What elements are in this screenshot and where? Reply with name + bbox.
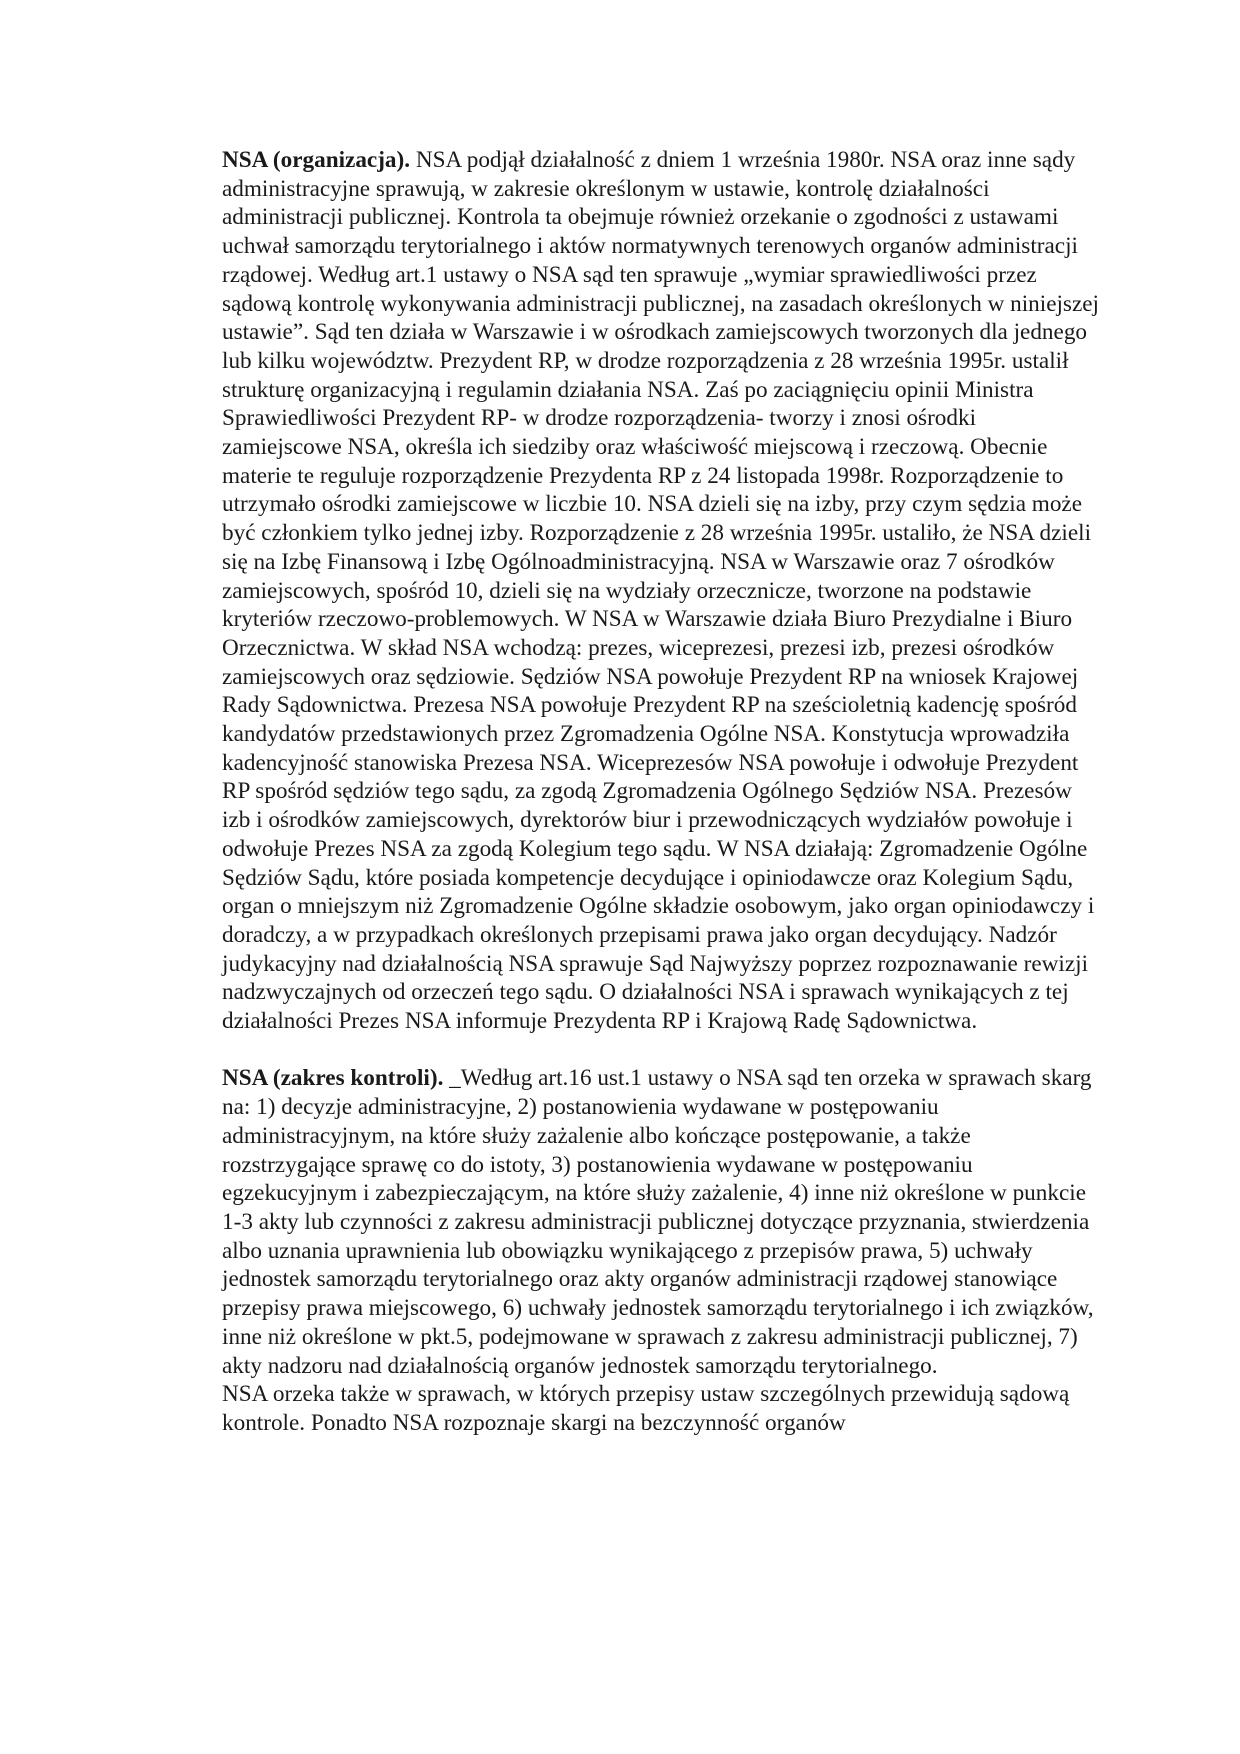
section-zakres-kontroli: [222, 1064, 1100, 1380]
paragraph-gap: [222, 1036, 1100, 1065]
section-continuation: NSA orzeka także w sprawach, w których przepisy ustaw szczególnych przewidują sądową kontrole. Ponadto NSA rozpoznaje skargi na bezczynność organów: [222, 1381, 1070, 1436]
document-text: [222, 146, 1100, 1438]
section-organizacja: [222, 146, 1100, 1036]
section-body: _Według art.16 ust.1 ustawy o NSA sąd ten orzeka w sprawach skarg na: 1) decyzje administracyjne, 2) postanowienia wydawane w postępowaniu administracyjnym, na które służy zażalenie albo kończące postępowanie, a także rozstrzygające sprawę co do istoty, 3) postanowienia wydawane w postępowaniu egzekucyjnym i zabezpieczającym, na które służy zażalenie, 4) inne niż określone w punkcie 1-3 akty lub czynności z zakresu administracji publicznej dotyczące przyznania, stwierdzenia albo uznania uprawnienia lub obowiązku wynikającego z przepisów prawa, 5) uchwały jednostek samorządu terytorialnego oraz akty organów administracji rządowej stanowiące przepisy prawa miejscowego, 6) uchwały jednostek samorządu terytorialnego i ich związków, inne niż określone w pkt.5, podejmowane w sprawach z zakresu administracji publicznej, 7) akty nadzoru nad działalnością organów jednostek samorządu terytorialnego.: [222, 1065, 1094, 1379]
section-heading: NSA (organizacja).: [222, 147, 411, 173]
section-body: NSA podjął działalność z dniem 1 września 1980r. NSA oraz inne sądy administracyjne sprawują, w zakresie określonym w ustawie, kontrolę działalności administracji publicznej. Kontrola ta obejmuje również orzekanie o zgodności z ustawami uchwał samorządu terytorialnego i aktów normatywnych terenowych organów administracji rządowej. Według art.1 ustawy o NSA sąd ten sprawuje „wymiar sprawiedliwości przez sądową kontrolę wykonywania administracji publicznej, na zasadach określonych w niniejszej ustawie”. Sąd ten działa w Warszawie i w ośrodkach zamiejscowych tworzonych dla jednego lub kilku województw. Prezydent RP, w drodze rozporządzenia z 28 września 1995r. ustalił strukturę organizacyjną i regulamin działania NSA. Zaś po zaciągnięciu opinii Ministra Sprawiedliwości Prezydent RP- w drodze rozporządzenia- tworzy i znosi ośrodki zamiejscowe NSA, określa ich siedziby oraz właściwość miejscową i rzeczową. Obecnie materie te reguluje rozporządzenie Prezydenta RP z 24 listopada 1998r. Rozporządzenie to utrzymało ośrodki zamiejscowe w liczbie 10. NSA dzieli się na izby, przy czym sędzia może być członkiem tylko jednej izby. Rozporządzenie z 28 września 1995r. ustaliło, że NSA dzieli się na Izbę Finansową i Izbę Ogólnoadministracyjną. NSA w Warszawie oraz 7 ośrodków zamiejscowych, spośród 10, dzieli się na wydziały orzecznicze, tworzone na podstawie kryteriów rzeczowo-problemowych. W NSA w Warszawie działa Biuro Prezydialne i Biuro Orzecznictwa. W skład NSA wchodzą: prezes, wiceprezesi, prezesi izb, prezesi ośrodków zamiejscowych oraz sędziowie. Sędziów NSA powołuje Prezydent RP na wniosek Krajowej Rady Sądownictwa. Prezesa NSA powołuje Prezydent RP na sześcioletnią kadencję spośród kandydatów przedstawionych przez Zgromadzenia Ogólne NSA. Konstytucja wprowadziła kadencyjność stanowiska Prezesa NSA. Wiceprezesów NSA powołuje i odwołuje Prezydent RP spośród sędziów tego sądu, za zgodą Zgromadzenia Ogólnego Sędziów NSA. Prezesów izb i ośrodków zamiejscowych, dyrektorów biur i przewodniczących wydziałów powołuje i odwołuje Prezes NSA za zgodą Kolegium tego sądu. W NSA działają: Zgromadzenie Ogólne Sędziów Sądu, które posiada kompetencje decydujące i opiniodawcze oraz Kolegium Sądu, organ o mniejszym niż Zgromadzenie Ogólne składzie osobowym, jako organ opiniodawczy i doradczy, a w przypadkach określonych przepisami prawa jako organ decydujący. Nadzór judykacyjny nad działalnością NSA sprawuje Sąd Najwyższy poprzez rozpoznawanie rewizji nadzwyczajnych od orzeczeń tego sądu. O działalności NSA i sprawach wynikających z tej działalności Prezes NSA informuje Prezydenta RP i Krajową Radę Sądownictwa.: [222, 147, 1099, 1035]
section-heading: NSA (zakres kontroli).: [222, 1065, 444, 1092]
